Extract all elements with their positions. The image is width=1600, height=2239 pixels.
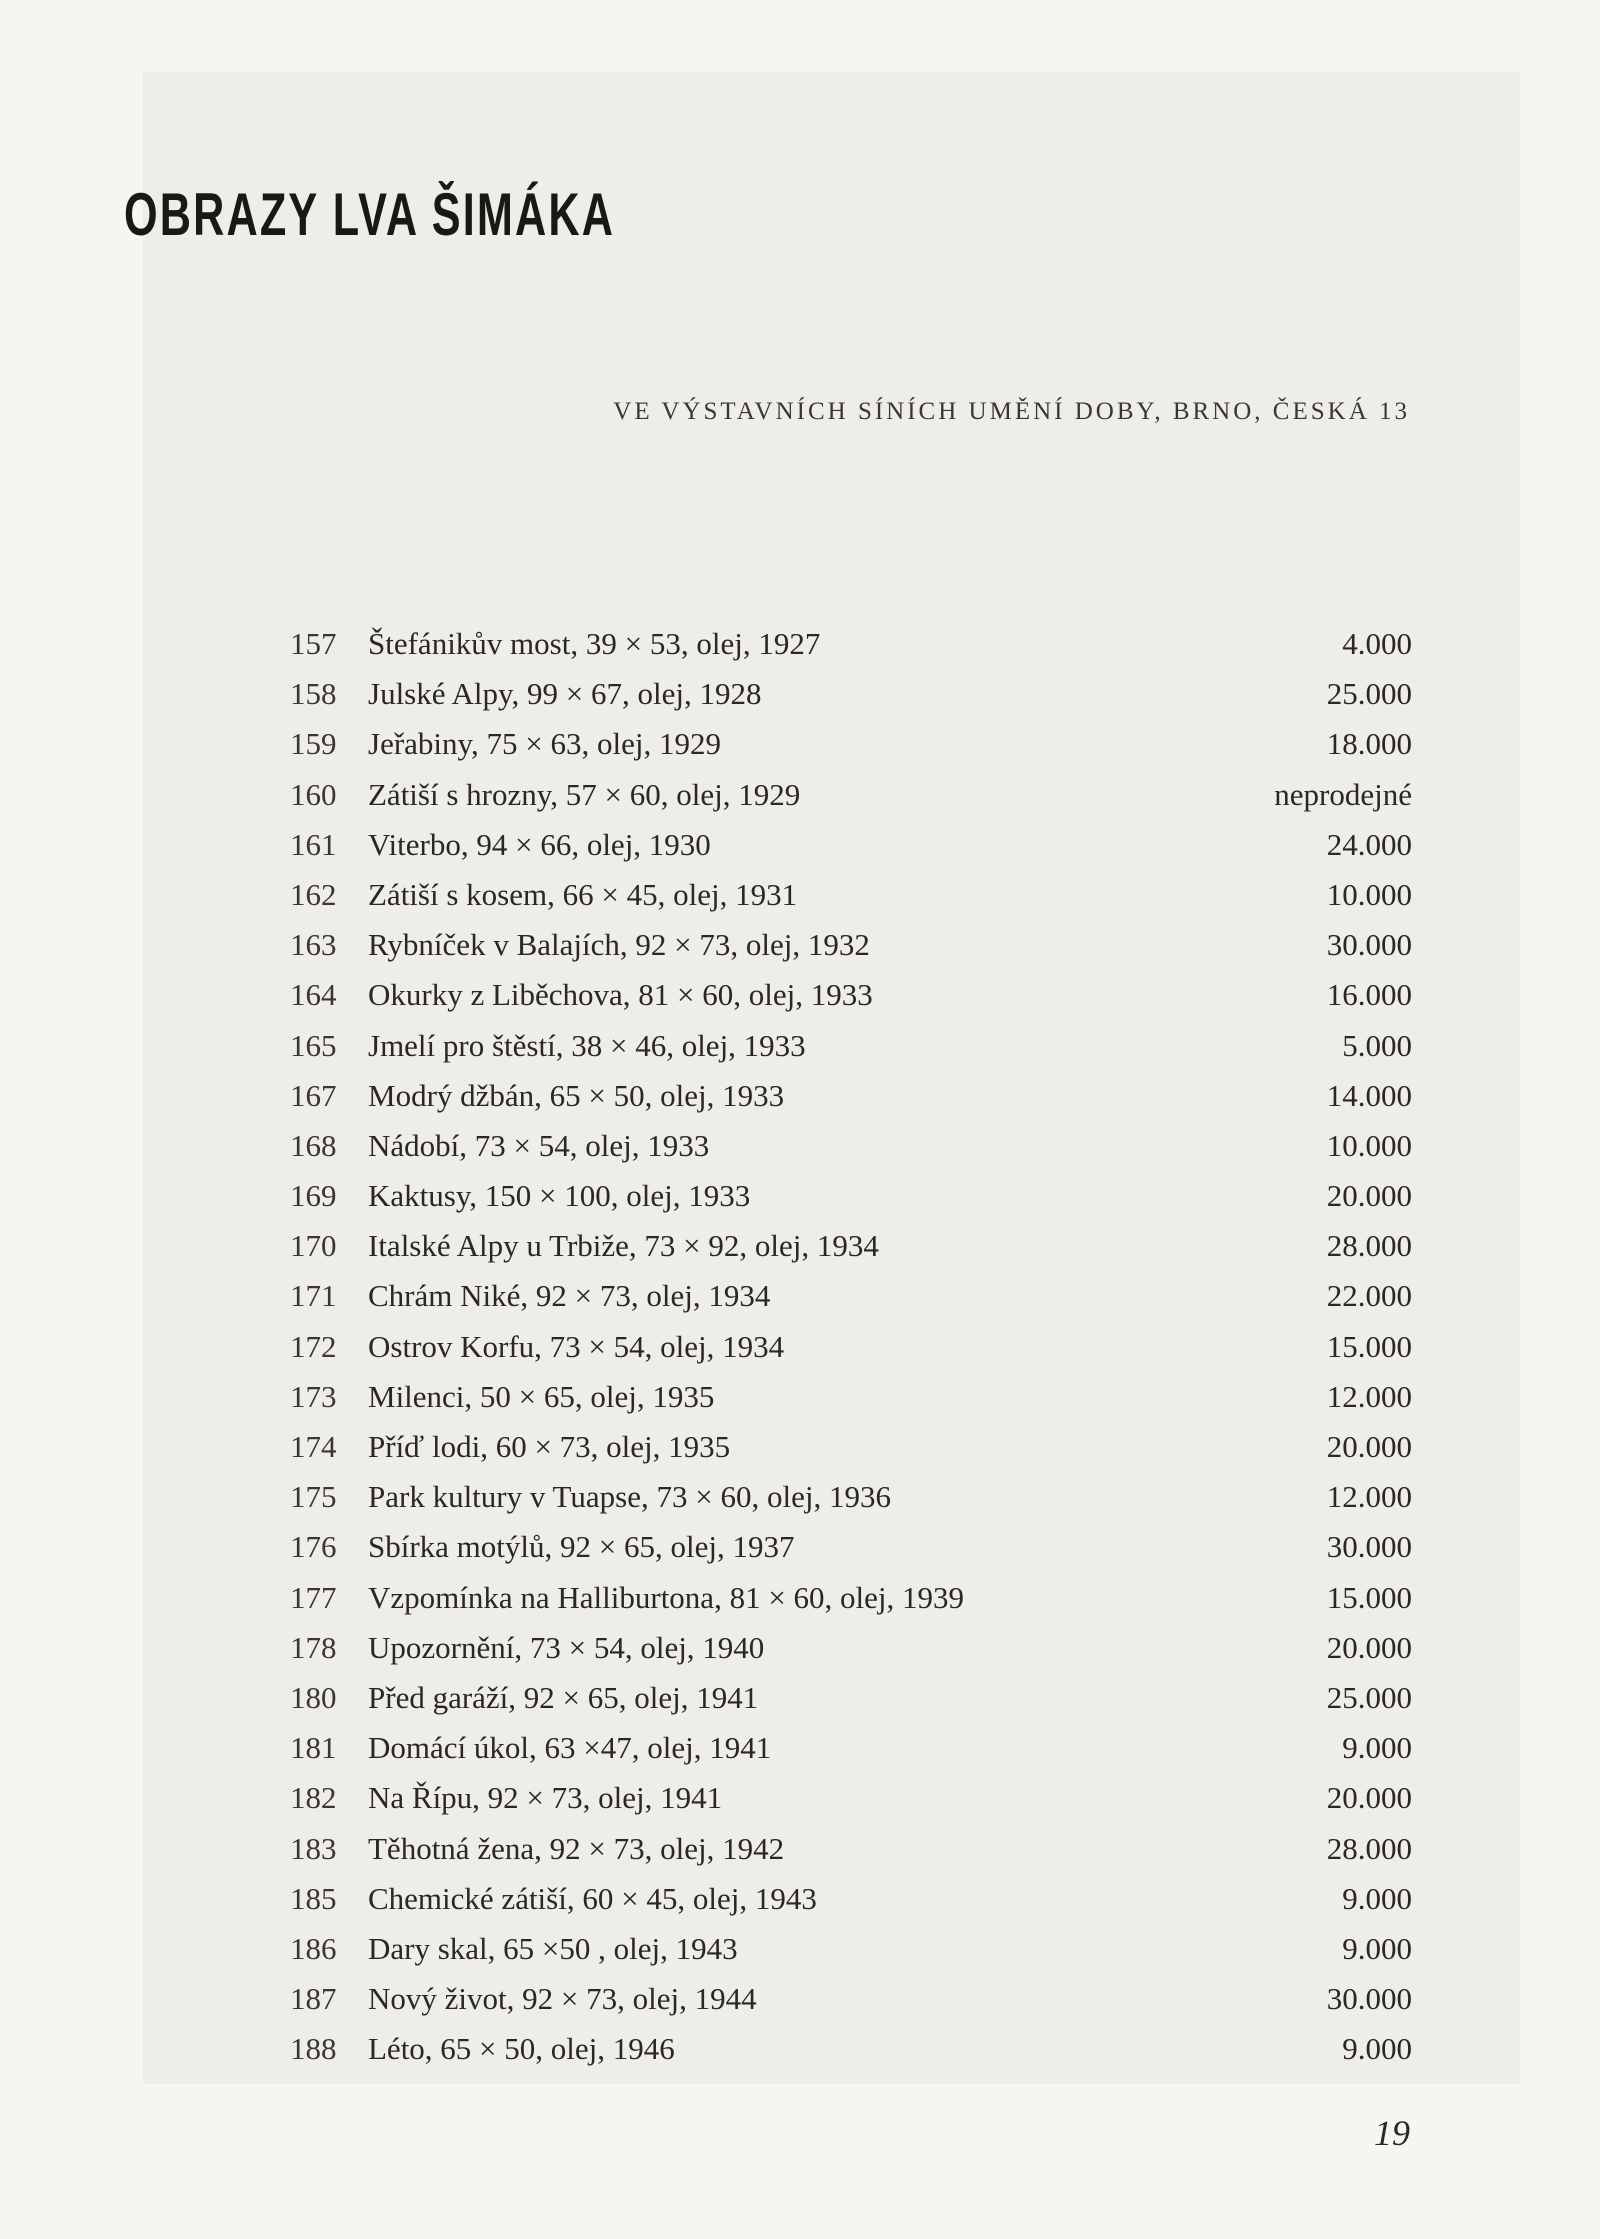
catalog-number: 182: [290, 1780, 337, 1816]
painting-price: 10.000: [1326, 1127, 1412, 1163]
list-item: [290, 1178, 1412, 1228]
painting-price: 5.000: [1342, 1027, 1412, 1063]
catalog-number: 185: [290, 1880, 337, 1916]
painting-description: Jmelí pro štěstí, 38 × 46, olej, 1933: [368, 1027, 806, 1063]
painting-price: 25.000: [1326, 1679, 1412, 1715]
catalog-number: 176: [290, 1529, 337, 1565]
painting-price: 9.000: [1342, 1930, 1412, 1966]
catalog-number: 160: [290, 776, 337, 812]
page-title: OBRAZY LVA ŠIMÁKA: [124, 181, 616, 248]
painting-price: 20.000: [1326, 1780, 1412, 1816]
painting-description: Nádobí, 73 × 54, olej, 1933: [368, 1127, 710, 1163]
list-item: [290, 1028, 1412, 1078]
list-item: [290, 1278, 1412, 1328]
catalog-number: 165: [290, 1027, 337, 1063]
painting-price: 15.000: [1326, 1328, 1412, 1364]
painting-price: 22.000: [1326, 1278, 1412, 1314]
list-item: [290, 777, 1412, 827]
catalog-number: 172: [290, 1328, 337, 1364]
list-item: [290, 1931, 1412, 1981]
catalog-number: 181: [290, 1730, 337, 1766]
list-item: [290, 2031, 1412, 2081]
list-item: [290, 626, 1412, 676]
list-item: [290, 877, 1412, 927]
painting-description: Těhotná žena, 92 × 73, olej, 1942: [368, 1830, 785, 1866]
painting-description: Léto, 65 × 50, olej, 1946: [368, 2031, 675, 2067]
painting-description: Příď lodi, 60 × 73, olej, 1935: [368, 1429, 731, 1464]
painting-description: Viterbo, 94 × 66, olej, 1930: [368, 826, 711, 862]
catalog-number: 174: [290, 1429, 337, 1464]
list-item: [290, 1228, 1412, 1278]
painting-description: Milenci, 50 × 65, olej, 1935: [368, 1378, 715, 1414]
painting-description: Modrý džbán, 65 × 50, olej, 1933: [368, 1077, 785, 1113]
list-item: [290, 676, 1412, 726]
catalog-number: 168: [290, 1127, 337, 1163]
list-item: [290, 1680, 1412, 1730]
list-item: [290, 1831, 1412, 1881]
catalog-number: 171: [290, 1278, 337, 1314]
catalog-number: 183: [290, 1830, 337, 1866]
list-item: [290, 1128, 1412, 1178]
painting-description: Nový život, 92 × 73, olej, 1944: [368, 1981, 757, 2017]
painting-description: Italské Alpy u Trbiže, 73 × 92, olej, 1934: [368, 1228, 879, 1264]
catalog-number: 186: [290, 1930, 337, 1966]
painting-price: 12.000: [1326, 1479, 1412, 1515]
catalog-number: 162: [290, 876, 337, 912]
list-item: [290, 1479, 1412, 1529]
painting-price: 9.000: [1342, 2031, 1412, 2067]
catalog-number: 169: [290, 1178, 337, 1214]
list-item: [290, 1780, 1412, 1830]
list-item: [290, 1329, 1412, 1379]
list-item: [290, 1881, 1412, 1931]
painting-description: Kaktusy, 150 × 100, olej, 1933: [368, 1178, 751, 1214]
catalog-number: 167: [290, 1077, 337, 1113]
list-item: [290, 1630, 1412, 1680]
painting-price: 10.000: [1326, 876, 1412, 912]
painting-price: 28.000: [1326, 1228, 1412, 1264]
list-item: [290, 927, 1412, 977]
list-item: [290, 1730, 1412, 1780]
catalog-number: 158: [290, 676, 337, 712]
painting-description: Štefánikův most, 39 × 53, olej, 1927: [368, 626, 821, 661]
painting-price: 18.000: [1326, 726, 1412, 762]
painting-description: Rybníček v Balajích, 92 × 73, olej, 1932: [368, 927, 870, 963]
list-item: [290, 1529, 1412, 1579]
list-item: [290, 977, 1412, 1027]
painting-price: 9.000: [1342, 1730, 1412, 1766]
painting-description: Na Řípu, 92 × 73, olej, 1941: [368, 1780, 723, 1816]
list-item: [290, 1379, 1412, 1429]
painting-description: Chemické zátiší, 60 × 45, olej, 1943: [368, 1880, 817, 1916]
list-item: [290, 726, 1412, 776]
list-item: [290, 1981, 1412, 2031]
painting-price: 9.000: [1342, 1880, 1412, 1916]
painting-price: 24.000: [1326, 826, 1412, 862]
painting-price: 4.000: [1342, 626, 1412, 661]
exhibition-venue: VE VÝSTAVNÍCH SÍNÍCH UMĚNÍ DOBY, BRNO, ČESKÁ 13: [613, 398, 1410, 425]
painting-description: Domácí úkol, 63 ×47, olej, 1941: [368, 1730, 772, 1766]
painting-price: 20.000: [1326, 1178, 1412, 1214]
painting-price: 30.000: [1326, 1529, 1412, 1565]
page-number: 19: [1374, 2113, 1410, 2153]
painting-description: Park kultury v Tuapse, 73 × 60, olej, 1936: [368, 1479, 891, 1515]
catalog-number: 157: [290, 626, 337, 661]
painting-price: 15.000: [1326, 1579, 1412, 1615]
painting-description: Před garáží, 92 × 65, olej, 1941: [368, 1679, 759, 1715]
catalog-number: 180: [290, 1679, 337, 1715]
catalog-number: 178: [290, 1629, 337, 1665]
list-item: [290, 1580, 1412, 1630]
painting-description: Okurky z Liběchova, 81 × 60, olej, 1933: [368, 977, 873, 1013]
painting-price: 25.000: [1326, 676, 1412, 712]
catalog-number: 170: [290, 1228, 337, 1264]
catalog-number: 161: [290, 826, 337, 862]
painting-price: 12.000: [1326, 1378, 1412, 1414]
painting-description: Vzpomínka na Halliburtona, 81 × 60, olej, 1939: [368, 1579, 965, 1615]
painting-description: Zátiší s hrozny, 57 × 60, olej, 1929: [368, 776, 801, 812]
painting-price: 30.000: [1326, 927, 1412, 963]
painting-price: 28.000: [1326, 1830, 1412, 1866]
catalog-number: 187: [290, 1981, 337, 2017]
painting-description: Ostrov Korfu, 73 × 54, olej, 1934: [368, 1328, 785, 1364]
painting-description: Upozornění, 73 × 54, olej, 1940: [368, 1629, 765, 1665]
catalog-number: 163: [290, 927, 337, 963]
painting-price: 20.000: [1326, 1629, 1412, 1665]
painting-description: Zátiší s kosem, 66 × 45, olej, 1931: [368, 876, 798, 912]
catalog-number: 173: [290, 1378, 337, 1414]
list-item: [290, 1429, 1412, 1479]
catalog-number: 188: [290, 2031, 337, 2067]
catalog-number: 175: [290, 1479, 337, 1515]
painting-price: 20.000: [1326, 1429, 1412, 1464]
painting-description: Chrám Niké, 92 × 73, olej, 1934: [368, 1278, 771, 1314]
list-item: [290, 1078, 1412, 1128]
painting-description: Jeřabiny, 75 × 63, olej, 1929: [368, 726, 721, 762]
painting-list: [290, 626, 1412, 2081]
painting-description: Dary skal, 65 ×50 , olej, 1943: [368, 1930, 738, 1966]
painting-price: 16.000: [1326, 977, 1412, 1013]
painting-price: 14.000: [1326, 1077, 1412, 1113]
catalog-number: 159: [290, 726, 337, 762]
catalog-number: 177: [290, 1579, 337, 1615]
painting-description: Sbírka motýlů, 92 × 65, olej, 1937: [368, 1529, 795, 1565]
painting-price: 30.000: [1326, 1981, 1412, 2017]
catalog-number: 164: [290, 977, 337, 1013]
painting-price: neprodejné: [1274, 776, 1412, 812]
list-item: [290, 827, 1412, 877]
painting-description: Julské Alpy, 99 × 67, olej, 1928: [368, 676, 762, 712]
